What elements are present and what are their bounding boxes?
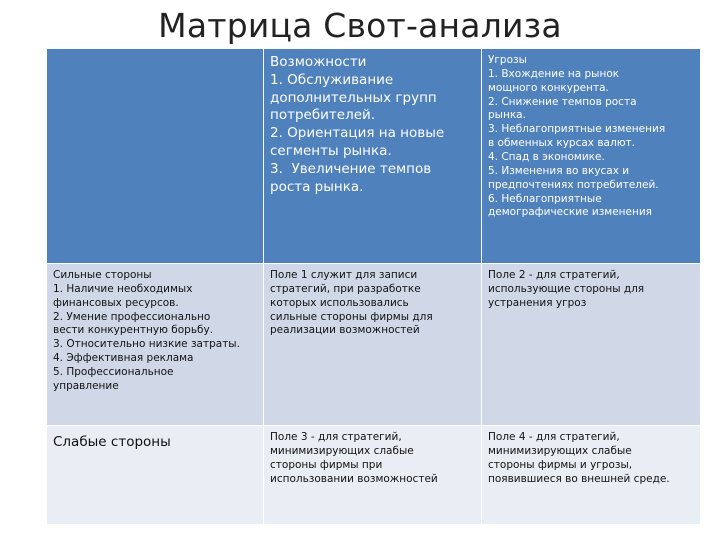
field-1-line: сильные стороны фирмы для	[270, 310, 433, 323]
opportunities-line: 1. Обслуживание	[270, 71, 394, 88]
field-2-cell	[482, 264, 701, 426]
threats-line: мощного конкурента.	[488, 81, 609, 94]
threats-cell	[482, 49, 701, 264]
threats-line: 3. Неблагоприятные изменения	[488, 123, 666, 136]
field-2-line: устранения угроз	[488, 296, 587, 309]
opportunities-line: сегменты рынка.	[270, 143, 392, 160]
threats-line: Угрозы	[488, 54, 527, 66]
strengths-line: финансовых ресурсов.	[53, 296, 179, 309]
header-row	[47, 49, 701, 264]
field-3-line: Поле 3 - для стратегий,	[270, 431, 402, 443]
weaknesses-row	[47, 426, 701, 525]
strengths-line: 4. Эффективная реклама	[53, 352, 194, 365]
threats-line: рынка.	[488, 109, 526, 122]
opportunities-line: дополнительных групп	[270, 89, 437, 106]
field-1-line: реализации возможностей	[270, 324, 420, 337]
weaknesses-label: Слабые стороны	[53, 434, 171, 450]
field-4-line: появившиеся во внешней среде.	[488, 472, 670, 485]
opportunities-line: Возможности	[270, 54, 367, 70]
threats-line: 1. Вхождение на рынок	[488, 67, 620, 80]
strengths-cell	[47, 264, 264, 426]
field-1-line: Поле 1 служит для записи	[270, 269, 418, 281]
strengths-line: 3. Относительно низкие затраты.	[53, 338, 240, 351]
corner-cell	[47, 49, 264, 264]
field-4-line: минимизирующих слабые	[488, 444, 632, 457]
threats-line: 6. Неблагоприятные	[488, 192, 602, 205]
threats-line: 4. Спад в экономике.	[488, 151, 605, 164]
field-4-cell	[482, 426, 701, 525]
field-4-line: Поле 4 - для стратегий,	[488, 431, 620, 443]
threats-line: предпочтениях потребителей.	[488, 178, 659, 191]
opportunities-line: 3. Увеличение темпов	[270, 160, 432, 177]
threats-line: в обменных курсах валют.	[488, 137, 635, 150]
field-1-line: стратегий, при разработке	[270, 282, 421, 295]
opportunities-line: 2. Ориентация на новые	[270, 125, 445, 142]
opportunities-line: потребителей.	[270, 107, 376, 124]
strengths-line: 1. Наличие необходимых	[53, 282, 193, 295]
strengths-line: 2. Умение профессионально	[53, 310, 211, 323]
field-3-line: стороны фирмы при	[270, 458, 383, 471]
strengths-line: вести конкурентную борьбу.	[53, 324, 214, 337]
field-2-line: Поле 2 - для стратегий,	[488, 269, 620, 281]
field-1-line: которых использовались	[270, 296, 409, 309]
strengths-line: Сильные стороны	[53, 269, 152, 281]
threats-line: 2. Снижение темпов роста	[488, 95, 637, 108]
opportunities-cell	[264, 49, 482, 264]
field-2-line: использующие стороны для	[488, 282, 645, 295]
strengths-line: 5. Профессиональное	[53, 366, 174, 379]
strengths-row	[47, 264, 701, 426]
threats-line: 5. Изменения во вкусах и	[488, 164, 630, 177]
field-3-line: использовании возможностей	[270, 472, 438, 485]
field-4-line: стороны фирмы и угрозы,	[488, 458, 633, 471]
threats-line: демографические изменения	[488, 206, 653, 219]
field-3-cell	[264, 426, 482, 525]
opportunities-line: роста рынка.	[270, 178, 364, 195]
swot-matrix	[46, 48, 701, 525]
strengths-line: управление	[53, 379, 119, 392]
field-3-line: минимизирующих слабые	[270, 444, 414, 457]
page-title: Матрица Свот-анализа	[158, 6, 562, 45]
weaknesses-cell	[47, 426, 264, 525]
field-1-cell	[264, 264, 482, 426]
